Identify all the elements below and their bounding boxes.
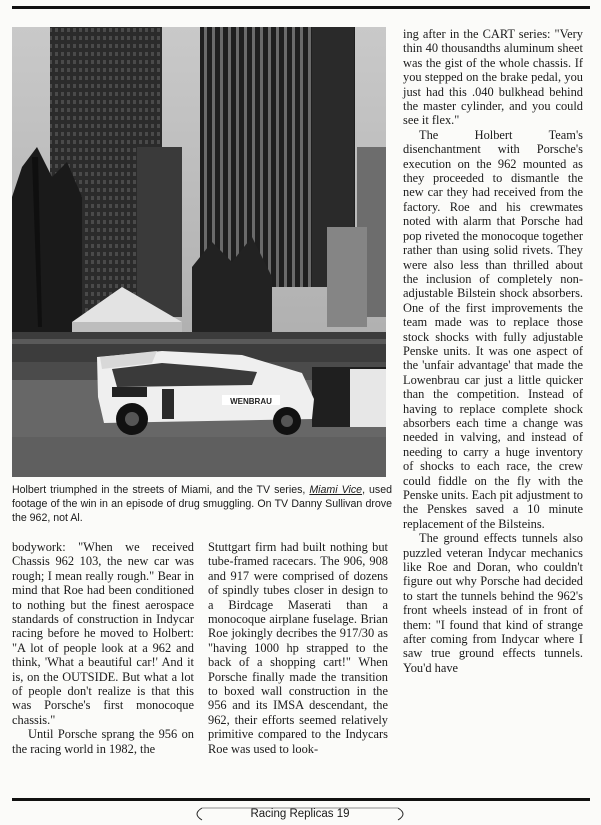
bottom-rule (12, 798, 590, 801)
article-paragraph: Until Porsche sprang the 956 on the racing world in 1982, the (12, 727, 194, 756)
footer-page-label: Racing Replicas 19 (250, 808, 350, 820)
article-column-3 (403, 27, 583, 675)
article-paragraph: bodywork: "When we received Chassis 962 103, the new car was rough; I mean really rough." Bear in mind that Roe had been conditioned to nothing but the finest aerospace standards of construction in Indycar racing before he moved to Holbert: "A lot of people look at a 962 and think, 'What a beautiful car!' And it is, on the OUTSIDE. But what a lot of people don't realize is that this was Porsche's first monocoque chassis." (12, 540, 194, 727)
race-photo (12, 27, 386, 477)
page-footer (190, 807, 410, 821)
caption-text-after: , used footage of the win in an episode of drug smuggling. On TV Danny Sullivan drove the 962, not Al. (12, 484, 393, 525)
article-column-2 (208, 540, 388, 756)
top-rule (12, 6, 590, 9)
article-column-1 (12, 540, 194, 756)
article-paragraph: The Holbert Team's disenchantment with Porsche's execution on the 962 mounted as they proceeded to dismantle the new car they had received from the factory. Roe and his crewmates noted with alarm that Porsche had pop riveted the monocoque together rather than using solid rivets. They were also less than thrilled about the inclusion of completely non-adjustable Bilstein shock absorbers. One of the first improvements the team made was to replace those stock shocks with fully adjustable Penske units. It was one aspect of the 'unfair advantage' that made the Lowenbrau car just a little quicker than the competition. Instead of having to replace complete shock absorbers each time a change was needed in valving, and instead of needing to carry a huge inventory of shocks to each race, the crew could fiddle on the fly with the Penske units. Each pit adjustment to the Penskes saved a 10 minute replacement of the Bilsteins. (403, 127, 583, 531)
article-paragraph: ing after in the CART series: "Very thin 40 thousandths aluminum sheet was the gist of the whole chassis. If you stepped on the brake pedal, you just had this .040 bulkhead behind the master cylinder, and you could see it flex." (403, 27, 583, 128)
article-paragraph: The ground effects tunnels also puzzled veteran Indycar mechanics like Roe and Doran, who couldn't figure out why Porsche had decided to start the tunnels behind the 962's front wheels instead of in front of them: "I found that kind of strange after coming from Indycar where I saw true ground effects tunnels. You'd have (403, 531, 583, 675)
race-photo-illustration (12, 27, 386, 477)
caption-text-before: Holbert triumphed in the streets of Miami, and the TV series, (12, 484, 310, 496)
photo-caption (12, 483, 392, 525)
car-sponsor-text: WENBRAU (230, 397, 272, 406)
caption-show-title: Miami Vice (309, 484, 363, 496)
article-paragraph: Stuttgart firm had built nothing but tube-framed racecars. The 906, 908 and 917 were comprised of dozens of spindly tubes closer in design to a Birdcage Maserati than a monocoque airplane fuselage. Brian Roe jokingly decribes the 917/30 as "having 1000 hp strapped to the back of a shopping cart!" When Porsche finally made the transition to boxed wall construction in the 956 and its IMSA descendant, the 962, their efforts seemed relatively primitive compared to the Indycars Roe was used to look- (208, 540, 388, 756)
